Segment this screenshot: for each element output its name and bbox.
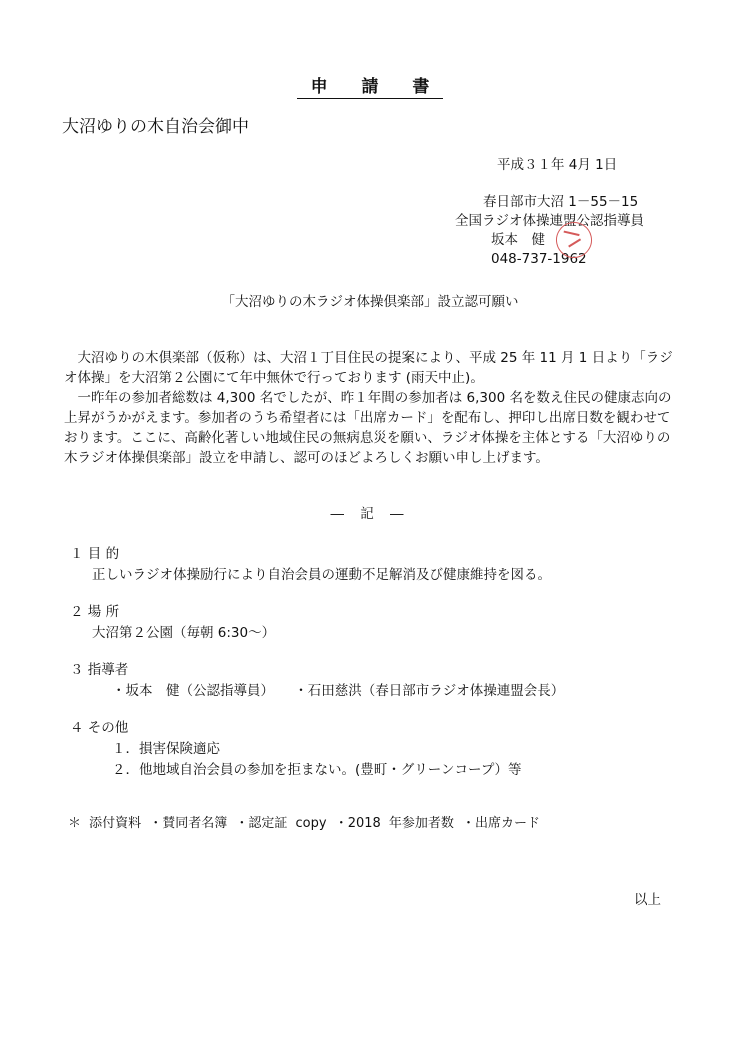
sender-name: 坂本 健 bbox=[491, 232, 545, 248]
item-heading-place: ２ 場 所 bbox=[70, 604, 120, 620]
body-paragraph: 一昨年の参加者総数は 4,300 名でしたが、昨１年間の参加者は 6,300 名を数え住民の健康志向の上昇がうかがえます。参加者のうち希望者には「出席カード」を配布し、押印し出席日数を観わせております。ここに、高齢化著しい地域住民の無病息災を願い、ラジオ体操を主体とする「大沼ゆりの木ラジオ体操倶楽部」設立を申請し、認可のほどよろしくお願い申し上げます。 bbox=[64, 390, 672, 466]
item-text: ２．他地域自治会員の参加を拒まない。(豊町・グリーンコープ）等 bbox=[112, 762, 522, 778]
item-heading-purpose: １ 目 的 bbox=[70, 546, 120, 562]
subject-line: 「大沼ゆりの木ラジオ体操倶楽部」設立認可願い bbox=[221, 294, 519, 310]
ki-heading: ― 記 ― bbox=[330, 506, 410, 522]
item-text: １．損害保険適応 bbox=[112, 741, 220, 757]
addressee: 大沼ゆりの木自治会御中 bbox=[62, 117, 249, 137]
sender-phone: 048-737-1962 bbox=[491, 251, 587, 267]
item-heading-instructors: ３ 指導者 bbox=[70, 662, 129, 678]
item-heading-other: ４ その他 bbox=[70, 720, 129, 736]
closing-mark: 以上 bbox=[634, 892, 661, 908]
attachments-note: ＊ 添付資料 ・賛同者名簿 ・認定証 copy ・2018 年参加者数 ・出席カード bbox=[68, 816, 541, 831]
item-text: 大沼第２公園（毎朝 6:30～） bbox=[92, 625, 276, 641]
item-text: ・坂本 健（公認指導員） ・石田慈洪（春日部市ラジオ体操連盟会長） bbox=[112, 683, 565, 699]
body-paragraph: 大沼ゆりの木倶楽部（仮称）は、大沼１丁目住民の提案により、平成 25 年 11 月 1 日より「ラジオ体操」を大沼第２公園にて年中無休で行っております (雨天中止)。 bbox=[64, 350, 673, 386]
document-date: 平成３１年 4月 1日 bbox=[497, 157, 618, 173]
document-title: 申 請 書 bbox=[0, 72, 740, 97]
sender-block bbox=[455, 193, 644, 269]
body-text bbox=[64, 348, 676, 468]
sender-affiliation: 全国ラジオ体操連盟公認指導員 bbox=[455, 213, 644, 229]
sender-address: 春日部市大沼 1－55－15 bbox=[483, 194, 639, 210]
item-text: 正しいラジオ体操励行により自治会員の運動不足解消及び健康維持を図る。 bbox=[92, 567, 551, 583]
